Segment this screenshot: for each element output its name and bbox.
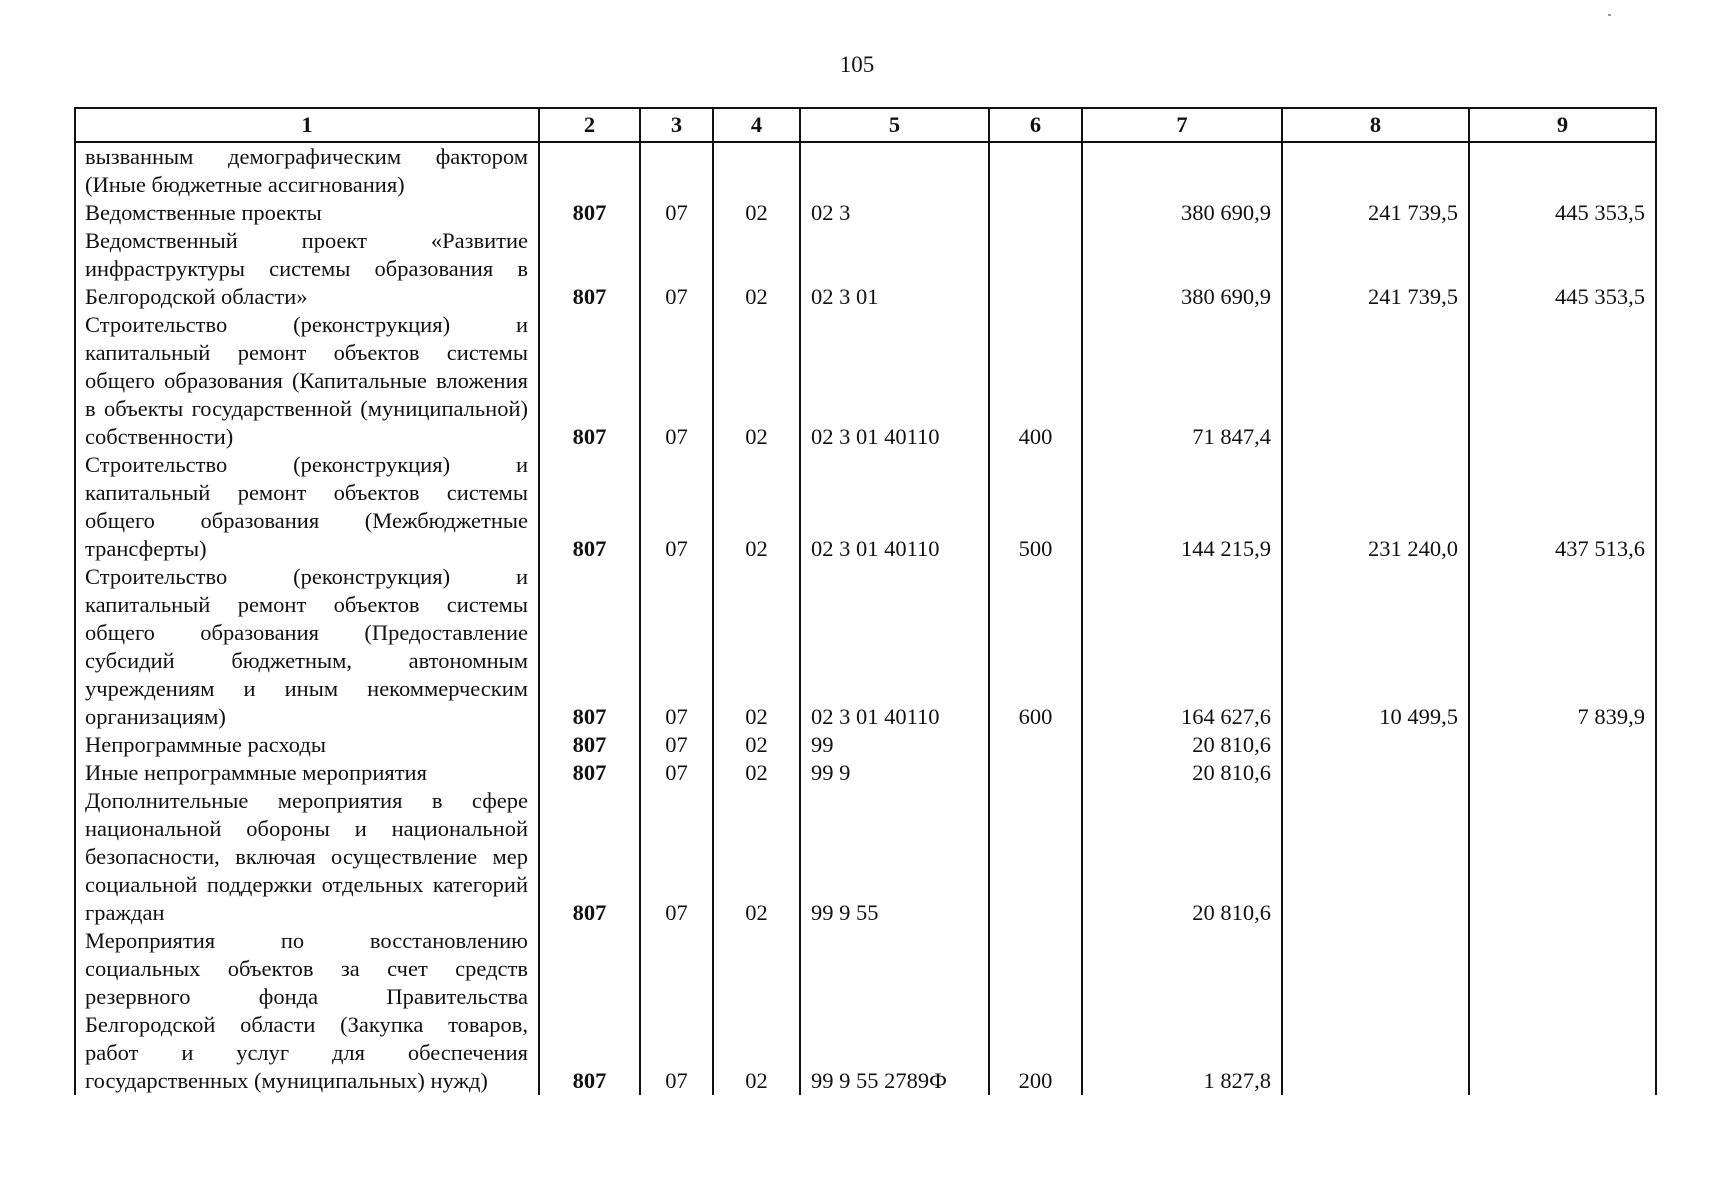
table-row [75, 311, 1656, 451]
page-number: 105 [839, 52, 875, 77]
cell-section: 07 [640, 199, 713, 227]
cell-amount-col-8 [1282, 927, 1469, 1095]
cell-amount-col-7 [1082, 142, 1282, 199]
cell-amount-col-8 [1282, 759, 1469, 787]
cell-amount-col-9: 445 353,5 [1469, 227, 1656, 311]
header-row [75, 108, 1656, 142]
table-row [75, 142, 1656, 199]
cell-ministry-code: 807 [539, 787, 640, 927]
cell-amount-col-9 [1469, 759, 1656, 787]
cell-ministry-code: 807 [539, 311, 640, 451]
cell-section: 07 [640, 927, 713, 1095]
table-row [75, 759, 1656, 787]
cell-name: Строительство (реконструкция) и капитальный ремонт объектов системы общего образования (Предоставление субсидий бюджетным, автономным учреждениям и иным некоммерческим организациям) [75, 563, 539, 731]
cell-amount-col-9 [1469, 731, 1656, 759]
cell-subsection: 02 [713, 563, 800, 731]
cell-amount-col-9 [1469, 787, 1656, 927]
cell-ministry-code: 807 [539, 227, 640, 311]
cell-ministry-code: 807 [539, 731, 640, 759]
cell-section: 07 [640, 759, 713, 787]
cell-target-code: 02 3 01 40110 [800, 451, 989, 563]
cell-target-code: 99 9 [800, 759, 989, 787]
header-col-9: 9 [1469, 108, 1656, 142]
cell-amount-col-9: 445 353,5 [1469, 199, 1656, 227]
cell-name: вызванным демографическим фактором (Иные бюджетные ассигнования) [75, 142, 539, 199]
cell-expense-type: 600 [989, 563, 1082, 731]
cell-target-code: 99 9 55 2789Ф [800, 927, 989, 1095]
header-col-7: 7 [1082, 108, 1282, 142]
cell-amount-col-8: 231 240,0 [1282, 451, 1469, 563]
cell-amount-col-8: 10 499,5 [1282, 563, 1469, 731]
cell-subsection [713, 142, 800, 199]
cell-expense-type: 400 [989, 311, 1082, 451]
cell-amount-col-7: 1 827,8 [1082, 927, 1282, 1095]
header-col-5: 5 [800, 108, 989, 142]
table-row [75, 199, 1656, 227]
cell-ministry-code: 807 [539, 199, 640, 227]
budget-table-frame [74, 107, 1655, 1108]
cell-amount-col-8 [1282, 142, 1469, 199]
cell-section: 07 [640, 227, 713, 311]
table-row [75, 451, 1656, 563]
cell-amount-col-7: 164 627,6 [1082, 563, 1282, 731]
cell-name: Ведомственный проект «Развитие инфраструктуры системы образования в Белгородской области» [75, 227, 539, 311]
table-row [75, 927, 1656, 1095]
header-col-1: 1 [75, 108, 539, 142]
cell-amount-col-8: 241 739,5 [1282, 199, 1469, 227]
cell-amount-col-7: 20 810,6 [1082, 787, 1282, 927]
cell-expense-type: 200 [989, 927, 1082, 1095]
cell-ministry-code: 807 [539, 563, 640, 731]
header-col-8: 8 [1282, 108, 1469, 142]
cell-expense-type [989, 759, 1082, 787]
cell-section: 07 [640, 563, 713, 731]
scan-edge-mark [1608, 14, 1611, 16]
cell-ministry-code: 807 [539, 451, 640, 563]
cell-name: Строительство (реконструкция) и капитальный ремонт объектов системы общего образования (Капитальные вложения в объекты государственной (муниципальной) собственности) [75, 311, 539, 451]
cell-amount-col-9 [1469, 142, 1656, 199]
table-row [75, 731, 1656, 759]
cell-subsection: 02 [713, 787, 800, 927]
cell-expense-type: 500 [989, 451, 1082, 563]
table-row [75, 227, 1656, 311]
cell-ministry-code: 807 [539, 927, 640, 1095]
cell-subsection: 02 [713, 451, 800, 563]
cell-target-code: 02 3 01 [800, 227, 989, 311]
cell-amount-col-9: 437 513,6 [1469, 451, 1656, 563]
cell-name: Мероприятия по восстановлению социальных объектов за счет средств резервного фонда Правительства Белгородской области (Закупка товаров, работ и услуг для обеспечения государственных (муниципальных) нужд) [75, 927, 539, 1095]
cell-expense-type [989, 731, 1082, 759]
cell-amount-col-9: 7 839,9 [1469, 563, 1656, 731]
header-col-2: 2 [539, 108, 640, 142]
cell-name: Ведомственные проекты [75, 199, 539, 227]
cell-amount-col-7: 380 690,9 [1082, 227, 1282, 311]
cell-amount-col-7: 20 810,6 [1082, 731, 1282, 759]
cell-amount-col-8: 241 739,5 [1282, 227, 1469, 311]
cell-name: Строительство (реконструкция) и капитальный ремонт объектов системы общего образования (Межбюджетные трансферты) [75, 451, 539, 563]
header-col-4: 4 [713, 108, 800, 142]
cell-amount-col-7: 144 215,9 [1082, 451, 1282, 563]
table-body [75, 142, 1656, 1095]
cell-amount-col-7: 71 847,4 [1082, 311, 1282, 451]
cell-amount-col-8 [1282, 787, 1469, 927]
cell-subsection: 02 [713, 311, 800, 451]
cell-name: Дополнительные мероприятия в сфере национальной обороны и национальной безопасности, включая осуществление мер социальной поддержки отдельных категорий граждан [75, 787, 539, 927]
cell-section [640, 142, 713, 199]
cell-target-code: 02 3 01 40110 [800, 311, 989, 451]
cell-name: Иные непрограммные мероприятия [75, 759, 539, 787]
cell-target-code [800, 142, 989, 199]
cell-section: 07 [640, 451, 713, 563]
header-col-3: 3 [640, 108, 713, 142]
cell-amount-col-9 [1469, 311, 1656, 451]
cell-subsection: 02 [713, 731, 800, 759]
cell-target-code: 99 [800, 731, 989, 759]
cell-amount-col-8 [1282, 311, 1469, 451]
cell-amount-col-9 [1469, 927, 1656, 1095]
cell-subsection: 02 [713, 199, 800, 227]
cell-section: 07 [640, 731, 713, 759]
cell-section: 07 [640, 311, 713, 451]
cell-ministry-code: 807 [539, 759, 640, 787]
cell-amount-col-7: 380 690,9 [1082, 199, 1282, 227]
budget-table [74, 107, 1657, 1095]
cell-expense-type [989, 787, 1082, 927]
table-row [75, 787, 1656, 927]
cell-name: Непрограммные расходы [75, 731, 539, 759]
cell-amount-col-8 [1282, 731, 1469, 759]
cell-ministry-code [539, 142, 640, 199]
cell-target-code: 02 3 01 40110 [800, 563, 989, 731]
cell-amount-col-7: 20 810,6 [1082, 759, 1282, 787]
cell-subsection: 02 [713, 227, 800, 311]
cell-target-code: 02 3 [800, 199, 989, 227]
cell-section: 07 [640, 787, 713, 927]
header-col-6: 6 [989, 108, 1082, 142]
cell-subsection: 02 [713, 759, 800, 787]
cell-expense-type [989, 227, 1082, 311]
cell-expense-type [989, 199, 1082, 227]
cell-subsection: 02 [713, 927, 800, 1095]
table-row [75, 563, 1656, 731]
cell-target-code: 99 9 55 [800, 787, 989, 927]
cell-expense-type [989, 142, 1082, 199]
